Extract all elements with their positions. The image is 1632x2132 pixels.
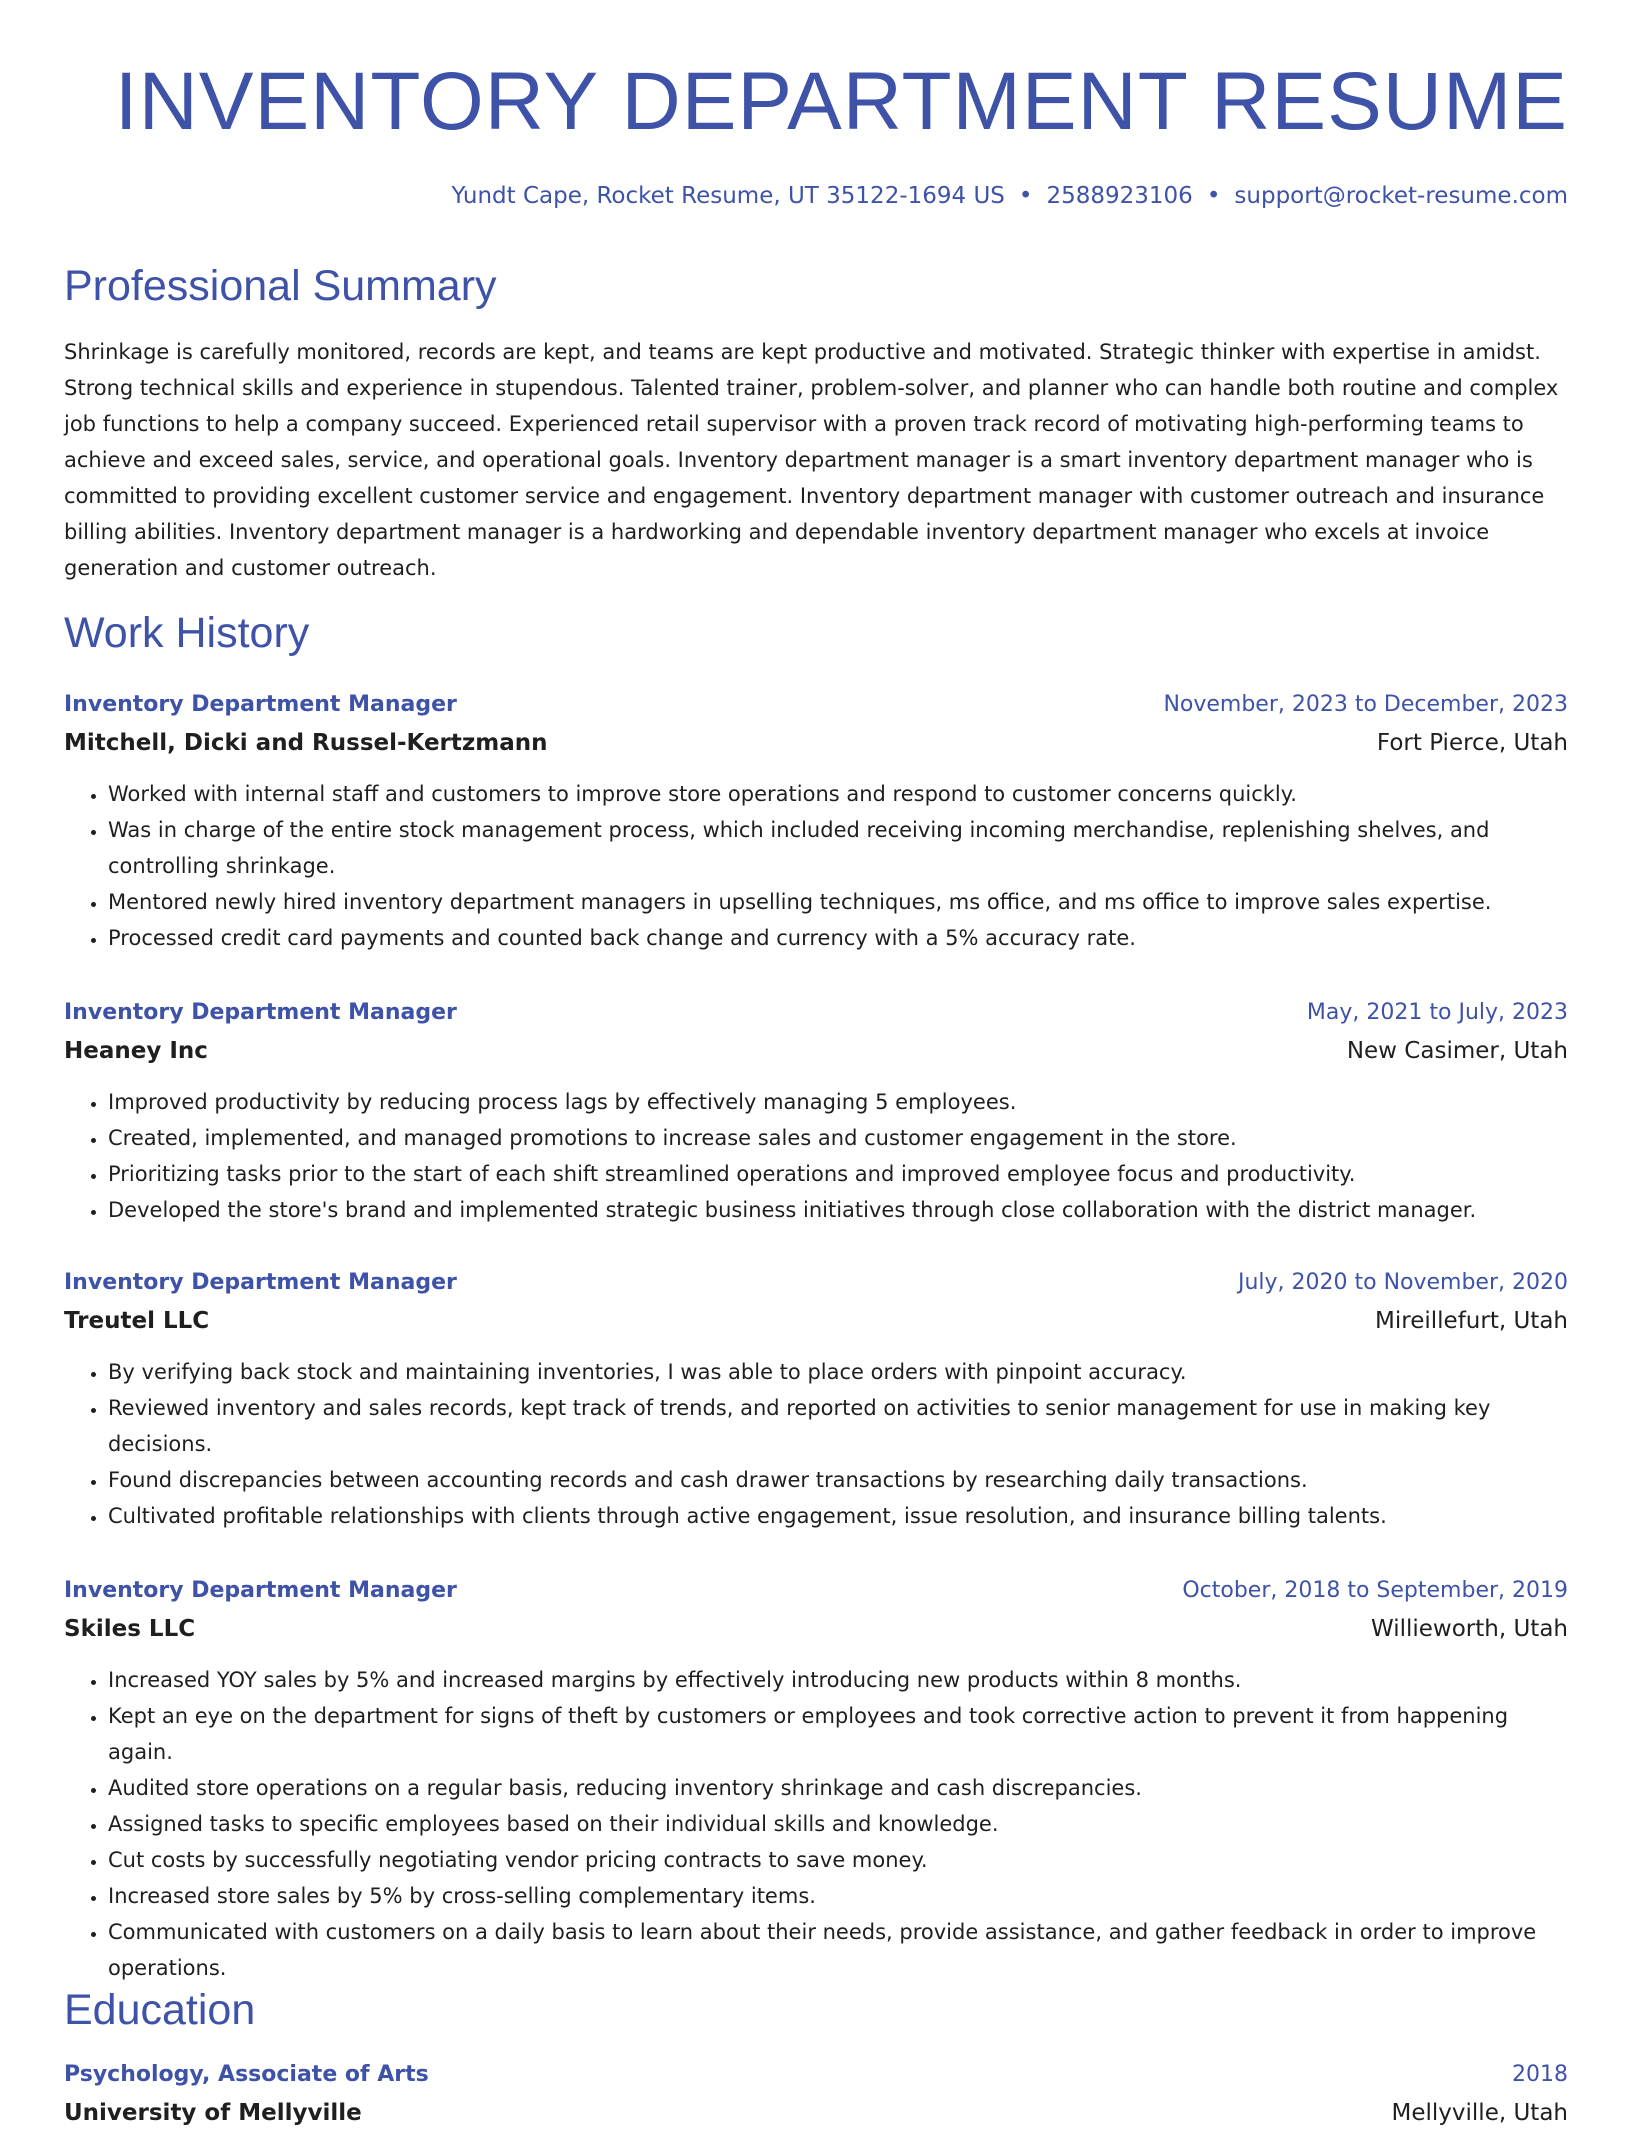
job-location: Willieworth, Utah: [1370, 1616, 1568, 1642]
job-title: Inventory Department Manager: [64, 1270, 457, 1295]
job-location: Fort Pierce, Utah: [1376, 730, 1568, 756]
job-location: Mireillefurt, Utah: [1375, 1308, 1568, 1334]
job-dates: July, 2020 to November, 2020: [1237, 1270, 1568, 1295]
job-bullets: [64, 1662, 1568, 1986]
education-location: Mellyville, Utah: [1391, 2100, 1568, 2126]
job-title-row: [64, 1264, 1568, 1302]
job-entry: [64, 1572, 1568, 1986]
job-bullet: • By verifying back stock and maintaining inventories, I was able to place orders with pinpoint accuracy.: [108, 1354, 1568, 1390]
job-bullet: • Cultivated profitable relationships with clients through active engagement, issue resolution, and insurance billing talents.: [108, 1498, 1568, 1534]
job-company: Treutel LLC: [64, 1308, 210, 1334]
contact-phone: 2588923106: [1046, 183, 1193, 209]
job-dates: November, 2023 to December, 2023: [1163, 692, 1568, 717]
job-title-row: [64, 686, 1568, 724]
summary-heading: Professional Summary: [64, 262, 497, 310]
job-title: Inventory Department Manager: [64, 1000, 457, 1025]
contact-separator: •: [1018, 183, 1033, 209]
contact-email[interactable]: support@rocket-resume.com: [1234, 183, 1568, 209]
job-bullet: • Increased store sales by 5% by cross-selling complementary items.: [108, 1878, 1568, 1914]
education-school: University of Mellyville: [64, 2100, 362, 2126]
job-bullet: • Cut costs by successfully negotiating vendor pricing contracts to save money.: [108, 1842, 1568, 1878]
work-history-heading: Work History: [64, 609, 310, 657]
job-bullet: • Improved productivity by reducing process lags by effectively managing 5 employees.: [108, 1084, 1568, 1120]
contact-address: Yundt Cape, Rocket Resume, UT 35122-1694 US: [451, 183, 1005, 209]
job-title-row: [64, 1572, 1568, 1610]
job-bullet: • Increased YOY sales by 5% and increased margins by effectively introducing new products within 8 months.: [108, 1662, 1568, 1698]
job-bullet: • Created, implemented, and managed promotions to increase sales and customer engagement in the store.: [108, 1120, 1568, 1156]
job-entry: [64, 686, 1568, 956]
job-company: Heaney Inc: [64, 1038, 208, 1064]
job-bullet: • Kept an eye on the department for signs of theft by customers or employees and took corrective action to prevent it from happening again.: [108, 1698, 1568, 1770]
education-title-row: [64, 2056, 1568, 2094]
job-title-row: [64, 994, 1568, 1032]
job-title: Inventory Department Manager: [64, 1578, 457, 1603]
job-bullet: • Processed credit card payments and counted back change and currency with a 5% accuracy rate.: [108, 920, 1568, 956]
job-company-row: [64, 724, 1568, 762]
summary-text: Shrinkage is carefully monitored, records are kept, and teams are kept productive and motivated. Strategic thinker with expertise in amidst. Strong technical skills and experience in stupendous. Talented trainer, problem-solver, and planner who can handle both routine and complex job functions to help a company succeed. Experienced retail supervisor with a proven track record of motivating high-performing teams to achieve and exceed sales, service, and operational goals. Inventory department manager is a smart inventory department manager who is committed to providing excellent customer service and engagement. Inventory department manager with customer outreach and insurance billing abilities. Inventory department manager is a hardworking and dependable inventory department manager who excels at invoice generation and customer outreach.: [64, 340, 1559, 580]
job-bullets: [64, 1354, 1568, 1534]
job-bullet: • Audited store operations on a regular basis, reducing inventory shrinkage and cash discrepancies.: [108, 1770, 1568, 1806]
job-bullet: • Mentored newly hired inventory department managers in upselling techniques, ms office, and ms office to improve sales expertise.: [108, 884, 1568, 920]
job-bullet: • Was in charge of the entire stock management process, which included receiving incoming merchandise, replenishing shelves, and controlling shrinkage.: [108, 812, 1568, 884]
job-company-row: [64, 1610, 1568, 1648]
job-title: Inventory Department Manager: [64, 692, 457, 717]
job-company-row: [64, 1032, 1568, 1070]
job-location: New Casimer, Utah: [1346, 1038, 1568, 1064]
job-dates: October, 2018 to September, 2019: [1182, 1578, 1568, 1603]
job-dates: May, 2021 to July, 2023: [1306, 1000, 1568, 1025]
job-company: Mitchell, Dicki and Russel-Kertzmann: [64, 730, 548, 756]
job-entry: [64, 994, 1568, 1228]
job-bullet: • Found discrepancies between accounting records and cash drawer transactions by researching daily transactions.: [108, 1462, 1568, 1498]
education-heading: Education: [64, 1986, 256, 2034]
job-bullet: • Developed the store's brand and implemented strategic business initiatives through close collaboration with the district manager.: [108, 1192, 1568, 1228]
job-bullets: [64, 776, 1568, 956]
job-bullet: • Assigned tasks to specific employees based on their individual skills and knowledge.: [108, 1806, 1568, 1842]
job-bullet: • Reviewed inventory and sales records, kept track of trends, and reported on activities to senior management for use in making key decisions.: [108, 1390, 1568, 1462]
education-degree: Psychology, Associate of Arts: [64, 2062, 429, 2087]
contact-line: [451, 183, 1568, 209]
job-company: Skiles LLC: [64, 1616, 196, 1642]
contact-separator: •: [1206, 183, 1221, 209]
education-entry: [64, 2056, 1568, 2132]
resume-title: INVENTORY DEPARTMENT RESUME: [114, 56, 1568, 147]
job-entry: [64, 1264, 1568, 1534]
job-bullets: [64, 1084, 1568, 1228]
job-company-row: [64, 1302, 1568, 1340]
education-year: 2018: [1512, 2062, 1568, 2087]
job-bullet: • Worked with internal staff and customers to improve store operations and respond to customer concerns quickly.: [108, 776, 1568, 812]
job-bullet: • Prioritizing tasks prior to the start of each shift streamlined operations and improved employee focus and productivity.: [108, 1156, 1568, 1192]
education-school-row: [64, 2094, 1568, 2132]
job-bullet: • Communicated with customers on a daily basis to learn about their needs, provide assistance, and gather feedback in order to improve operations.: [108, 1914, 1568, 1986]
